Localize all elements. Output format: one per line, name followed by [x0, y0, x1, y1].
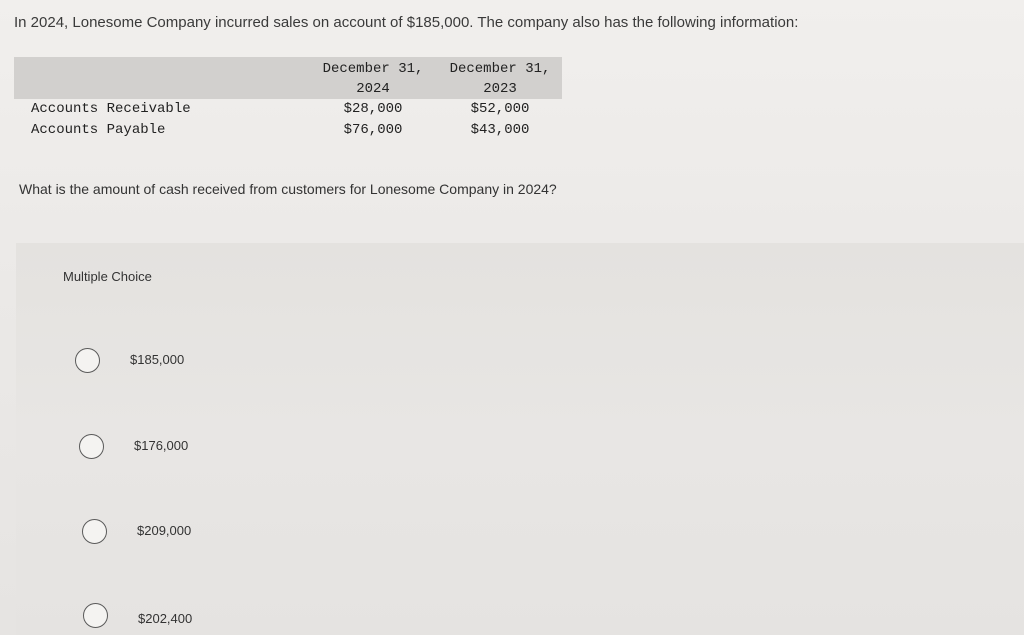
column-header-2023-line1: December 31,	[449, 61, 551, 77]
column-header-2023	[438, 59, 562, 99]
radio-button[interactable]	[75, 348, 100, 373]
radio-button[interactable]	[79, 434, 104, 459]
cell-2023: $43,000	[470, 122, 530, 138]
table-row	[14, 120, 562, 141]
table-row	[14, 99, 562, 120]
column-header-2024-line2: 2024	[356, 81, 390, 97]
answer-option-label: $202,400	[138, 611, 193, 626]
column-header-2023-line2: 2023	[483, 81, 517, 97]
column-header-2024-line1: December 31,	[322, 61, 424, 77]
radio-button[interactable]	[83, 603, 108, 628]
multiple-choice-title: Multiple Choice	[63, 269, 152, 284]
cell-2024: $76,000	[343, 122, 403, 138]
multiple-choice-panel	[16, 243, 1024, 635]
question-text: What is the amount of cash received from customers for Lonesome Company in 2024?	[19, 181, 557, 197]
cell-2024: $28,000	[343, 101, 403, 117]
radio-button[interactable]	[82, 519, 107, 544]
table-header	[14, 57, 562, 99]
answer-option-label: $185,000	[130, 352, 185, 367]
row-label: Accounts Receivable	[31, 101, 191, 117]
column-header-2024	[314, 59, 432, 99]
answer-option-label: $176,000	[134, 438, 189, 453]
cell-2023: $52,000	[470, 101, 530, 117]
balance-table	[14, 57, 562, 141]
row-label: Accounts Payable	[31, 122, 166, 138]
problem-statement: In 2024, Lonesome Company incurred sales on account of $185,000. The company also has the following information:	[14, 14, 799, 31]
answer-option-label: $209,000	[137, 523, 192, 538]
